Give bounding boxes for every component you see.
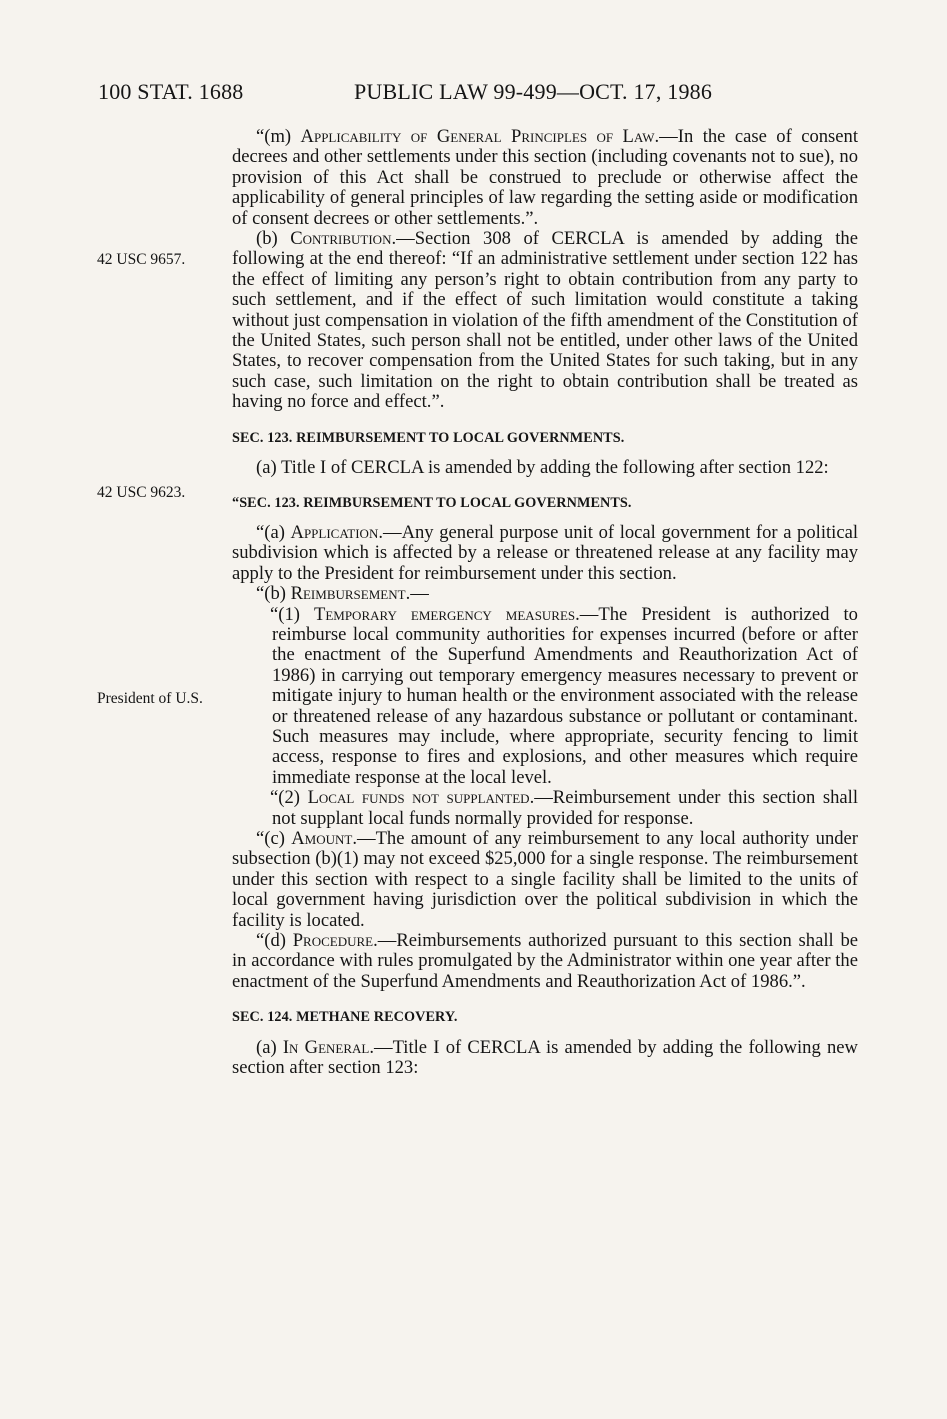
paragraph-heading: Procedure bbox=[292, 930, 374, 952]
paragraph-heading: In General bbox=[282, 1036, 370, 1058]
paragraph-heading: Local funds not supplanted bbox=[307, 787, 530, 809]
paragraph-2-local-funds: “(2) Local funds not supplanted.—Reimbursement under this section shall not supplant local funds normally provided for response. bbox=[270, 787, 858, 829]
public-law-date: PUBLIC LAW 99-499—OCT. 17, 1986 bbox=[354, 79, 713, 104]
paragraph-heading: Amount bbox=[291, 828, 353, 849]
paragraph-a-in-general: (a) In General.—Title I of CERCLA is amended by adding the following new section after section 123: bbox=[232, 1036, 858, 1079]
paragraph-d-procedure: “(d) Procedure.—Reimbursements authorized pursuant to this section shall be in accordance with rules promulgated by the Administrator within one year after the enactment of the Superfund Amendments and Reauthorization Act of 1986.”. bbox=[232, 930, 858, 992]
margin-note-usc-9657: 42 USC 9657. bbox=[97, 251, 186, 268]
statute-body bbox=[232, 127, 858, 1078]
paragraph-b-reimbursement: “(b) Reimbursement.— bbox=[256, 583, 429, 605]
paragraph-m-applicability: “(m) Applicability of General Principles of Law.—In the case of consent decrees and other settlements under this section (including covenants not to sue), no provision of this Act shall be construed to preclude or otherwise affect the applicability of general principles of law regarding the setting aside or modification of consent decrees or other settlements.”. bbox=[232, 126, 859, 229]
paragraph-heading: Reimbursement bbox=[290, 583, 406, 605]
paragraph-c-amount: “(c) Amount.—The amount of any reimbursement to any local authority under subsection (b)(1) may not exceed $25,000 for a single response. The reimbursement under this section with respect to a single facility shall be limited to the units of local government having jurisdiction over the political subdivision in which the facility is located. bbox=[232, 828, 859, 931]
stat-page-number: 100 STAT. 1688 bbox=[98, 79, 244, 104]
section-123-amendment: (a) Title I of CERCLA is amended by adding the following after section 122: bbox=[256, 457, 829, 479]
paragraph-heading: Applicability of General Principles of Law bbox=[300, 126, 655, 147]
paragraph-heading: Temporary emergency measures bbox=[313, 603, 576, 625]
paragraph-heading: Application bbox=[290, 521, 379, 543]
inner-section-123-heading: “SEC. 123. REIMBURSEMENT TO LOCAL GOVERNMENTS. bbox=[232, 494, 632, 511]
paragraph-b-contribution: (b) Contribution.—Section 308 of CERCLA is amended by adding the following at the end thereof: “If an administrative settlement under section 122 has the effect of limiting any person’s right to obtain contribution from any party to such settlement, and if the effect of such limitation would constitute a taking without just compensation in violation of the fifth amendment of the Constitution of the United States, such person shall not be entitled, under other laws of the United States, to recover compensation from the United States for such taking, but in any such case, such limitation on the right to obtain contribution shall be treated as having no force and effect.”. bbox=[232, 228, 858, 413]
paragraph-heading: Contribution bbox=[290, 228, 392, 250]
section-123-heading: SEC. 123. REIMBURSEMENT TO LOCAL GOVERNMENTS. bbox=[232, 429, 625, 446]
margin-note-usc-9623: 42 USC 9623. bbox=[97, 484, 186, 501]
section-124-heading: SEC. 124. METHANE RECOVERY. bbox=[232, 1009, 458, 1026]
paragraph-1-temporary-measures: “(1) Temporary emergency measures.—The President is authorized to reimburse local community authorities for expenses incurred (before or after the enactment of the Superfund Amendments and Reauthorization Act of 1986) in carrying out temporary emergency measures necessary to prevent or mitigate injury to human health or the environment associated with the release or threatened release of any hazardous substance or pollutant or contaminant. Such measures may include, where appropriate, security fencing to limit access, response to fires and explosions, and other measures which require immediate response at the local level. bbox=[270, 603, 858, 788]
margin-note-president: President of U.S. bbox=[97, 690, 203, 707]
paragraph-a-application: “(a) Application.—Any general purpose unit of local government for a political subdivision which is affected by a release or threatened release at any facility may apply to the President for reimbursement under this section. bbox=[232, 521, 858, 584]
